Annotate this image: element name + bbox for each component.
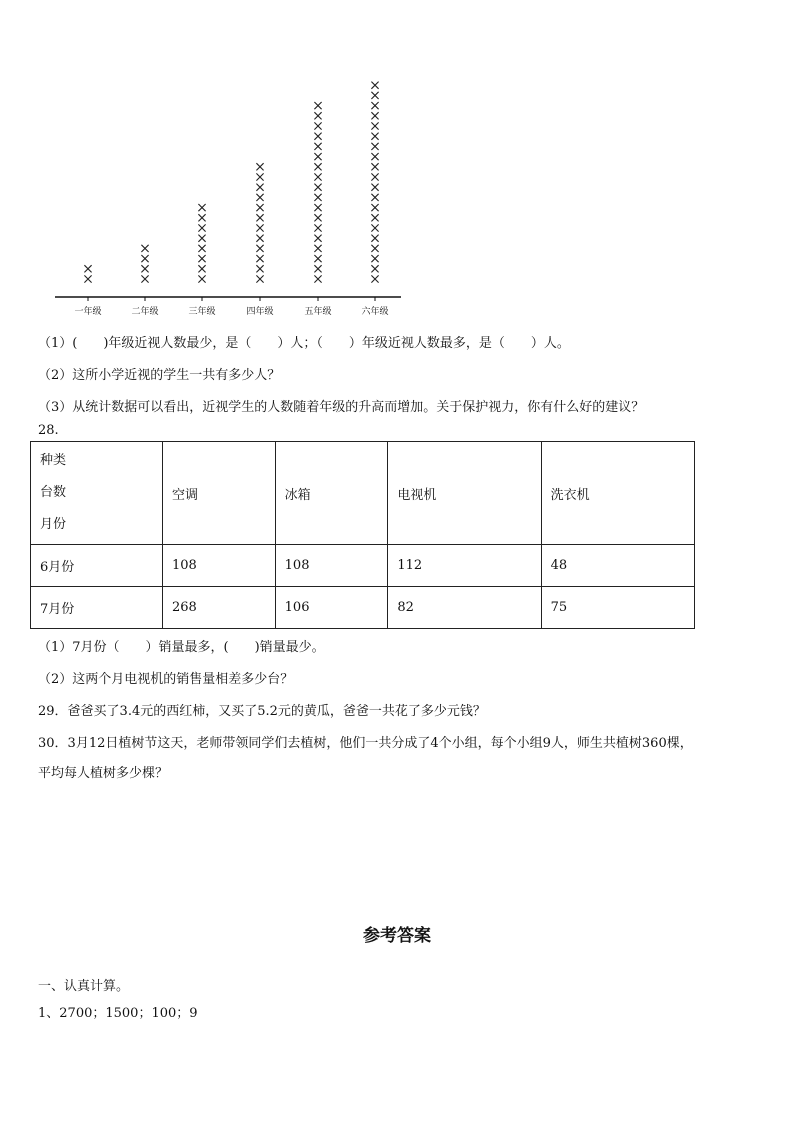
cross-mark (371, 194, 378, 201)
diagonal-header-cell (31, 442, 163, 545)
cross-mark (314, 235, 321, 242)
cross-mark (198, 265, 205, 272)
table-cell: 82 (388, 587, 541, 629)
answer-1: 1、2700；1500；100；9 (38, 1006, 198, 1021)
cross-mark (371, 224, 378, 231)
q28-part1: （1）7月份（ ）销量最多，( )销量最少。 (38, 640, 325, 655)
cross-mark (371, 163, 378, 170)
cross-mark (256, 224, 263, 231)
cross-mark (198, 245, 205, 252)
table-row (31, 587, 695, 629)
cross-mark (371, 184, 378, 191)
table-header-row (31, 442, 695, 545)
cross-mark (371, 275, 378, 282)
row-month: 6月份 (31, 545, 163, 587)
q30-line2: 平均每人植树多少棵？ (38, 766, 169, 781)
cross-mark (314, 112, 321, 119)
cross-mark (371, 245, 378, 252)
table-cell: 75 (541, 587, 694, 629)
cross-mark (141, 255, 148, 262)
cross-mark (371, 112, 378, 119)
cross-mark (314, 173, 321, 180)
category-label: 三年级 (188, 307, 216, 317)
symbol-column (314, 102, 321, 283)
cross-mark (371, 122, 378, 129)
cross-mark (198, 214, 205, 221)
pictograph-chart (50, 70, 410, 324)
cross-mark (314, 102, 321, 109)
cross-mark (256, 163, 263, 170)
cross-mark (371, 265, 378, 272)
cross-mark (256, 194, 263, 201)
cross-mark (314, 224, 321, 231)
cross-mark (84, 275, 91, 282)
category-label: 五年级 (304, 307, 332, 317)
cross-mark (371, 133, 378, 140)
category-label: 四年级 (246, 307, 274, 317)
cross-mark (256, 173, 263, 180)
category-label: 一年级 (74, 307, 102, 317)
cross-mark (198, 235, 205, 242)
cross-mark (256, 214, 263, 221)
cross-mark (314, 245, 321, 252)
q27-part1: （1）( )年级近视人数最少，是（ ）人；（ ）年级近视人数最多，是（ ）人。 (38, 336, 570, 351)
cross-mark (256, 275, 263, 282)
cross-mark (256, 255, 263, 262)
q28-part2: （2）这两个月电视机的销售量相差多少台？ (38, 672, 294, 687)
header-kind: 种类 (40, 453, 67, 468)
cross-mark (141, 245, 148, 252)
cross-mark (314, 184, 321, 191)
table-cell: 108 (163, 545, 276, 587)
q30-line1: 30．3月12日植树节这天，老师带领同学们去植树，他们一共分成了4个小组，每个小组9人，师生共植树360棵， (38, 736, 693, 751)
chart-svg (50, 70, 410, 320)
symbol-column (84, 265, 91, 282)
table-cell: 48 (541, 545, 694, 587)
cross-mark (314, 265, 321, 272)
cross-mark (371, 143, 378, 150)
table-cell: 268 (163, 587, 276, 629)
cross-mark (198, 224, 205, 231)
cross-mark (84, 265, 91, 272)
cross-mark (198, 204, 205, 211)
table-cell: 112 (388, 545, 541, 587)
cross-mark (314, 122, 321, 129)
cross-mark (314, 255, 321, 262)
cross-mark (371, 173, 378, 180)
row-month: 7月份 (31, 587, 163, 629)
header-count: 台数 (40, 485, 67, 500)
cross-mark (314, 194, 321, 201)
cross-mark (256, 265, 263, 272)
column-header: 空调 (163, 442, 276, 545)
cross-mark (314, 163, 321, 170)
cross-mark (371, 204, 378, 211)
cross-mark (371, 255, 378, 262)
cross-mark (371, 92, 378, 99)
cross-mark (371, 153, 378, 160)
symbol-column (371, 82, 378, 283)
cross-mark (371, 82, 378, 89)
symbol-column (198, 204, 205, 283)
symbol-column (256, 163, 263, 282)
table-cell: 108 (275, 545, 388, 587)
cross-mark (371, 235, 378, 242)
cross-mark (314, 153, 321, 160)
cross-mark (256, 245, 263, 252)
answers-section: 一、认真计算。 (38, 979, 130, 994)
table-row (31, 545, 695, 587)
cross-mark (371, 214, 378, 221)
column-header: 冰箱 (275, 442, 388, 545)
q27-part3: （3）从统计数据可以看出，近视学生的人数随着年级的升高而增加。关于保护视力，你有什么好的建议？ (38, 400, 645, 415)
cross-mark (256, 235, 263, 242)
cross-mark (256, 184, 263, 191)
cross-mark (198, 255, 205, 262)
cross-mark (314, 214, 321, 221)
sales-table (30, 441, 695, 629)
header-month: 月份 (40, 517, 67, 532)
q27-part2: （2）这所小学近视的学生一共有多少人？ (38, 368, 281, 383)
column-header: 洗衣机 (541, 442, 694, 545)
cross-mark (314, 133, 321, 140)
cross-mark (314, 143, 321, 150)
answers-title: 参考答案 (363, 926, 431, 946)
category-label: 六年级 (361, 307, 389, 317)
cross-mark (141, 265, 148, 272)
table-cell: 106 (275, 587, 388, 629)
category-label: 二年级 (131, 307, 159, 317)
column-header: 电视机 (388, 442, 541, 545)
cross-mark (314, 275, 321, 282)
cross-mark (198, 275, 205, 282)
cross-mark (256, 204, 263, 211)
q28-number: 28. (38, 423, 59, 438)
q29: 29．爸爸买了3.4元的西红柿，又买了5.2元的黄瓜，爸爸一共花了多少元钱？ (38, 704, 486, 719)
cross-mark (371, 102, 378, 109)
symbol-column (141, 245, 148, 283)
cross-mark (314, 204, 321, 211)
cross-mark (141, 275, 148, 282)
